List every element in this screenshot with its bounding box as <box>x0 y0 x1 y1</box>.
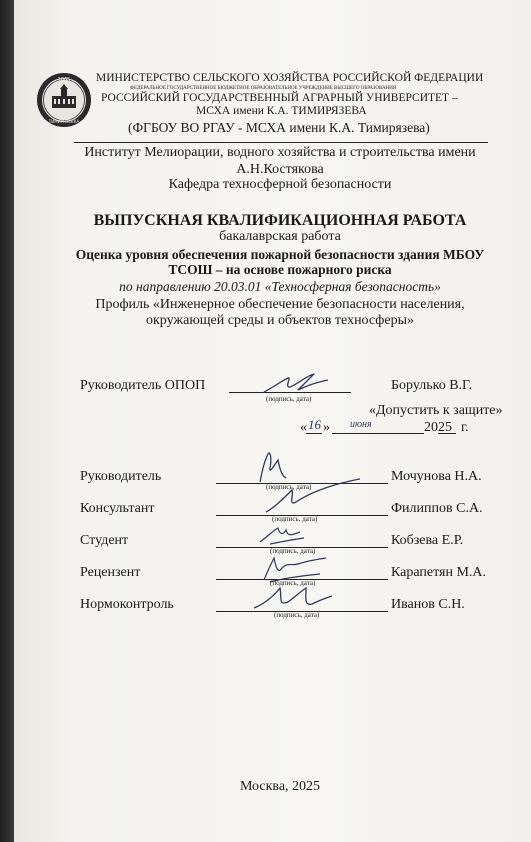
year-suffix: г. <box>461 420 469 435</box>
study-direction: по направлению 20.03.01 «Техносферная безопасность» <box>119 279 441 294</box>
signature-role: Студент <box>80 533 129 548</box>
scan-edge <box>0 0 14 842</box>
signature-mark <box>250 584 334 614</box>
date-open-quote: « <box>300 420 307 435</box>
day-underline <box>306 433 322 434</box>
profile: Профиль «Инженерное обеспечение безопасности населения, <box>95 297 465 312</box>
signature-role: Руководитель <box>80 469 162 484</box>
admission-month: июня <box>350 419 372 430</box>
ministry-name: МИНИСТЕРСТВО СЕЛЬСКОГО ХОЗЯЙСТВА РОССИЙСКОЙ ФЕДЕРАЦИИ <box>96 72 484 84</box>
signature-role: Рецензент <box>80 565 141 580</box>
signature-caption: (подпись, дата) <box>270 579 316 587</box>
program-head-name: Борулько В.Г. <box>391 378 473 393</box>
signature-role: Консультант <box>80 501 155 516</box>
profile-line2: окружающей среды и объектов техносферы» <box>146 313 414 328</box>
admission-day: 16 <box>308 417 321 432</box>
university-name-line2: МСХА имени К.А. ТИМИРЯЗЕВА <box>196 105 367 117</box>
work-type: бакалаврская работа <box>219 229 341 244</box>
signature-role: Нормоконтроль <box>80 597 174 612</box>
signature-caption: (подпись, дата) <box>274 611 320 619</box>
institute-name-line2: А.Н.Костякова <box>236 162 324 177</box>
city-year: Москва, 2025 <box>239 779 321 794</box>
work-topic: Оценка уровня обеспечения пожарной безопасности здания МБОУ <box>75 247 485 262</box>
seal-year: 1865 <box>57 77 71 83</box>
signature-mark <box>256 526 308 546</box>
signature-caption: (подпись, дата) <box>272 515 318 523</box>
work-topic-line2: ТСОШ – на основе пожарного риска <box>168 262 392 277</box>
seal-word: ТИМИРЯЗЕВКА <box>48 119 80 124</box>
header-divider <box>74 142 488 143</box>
department-name: Кафедра техносферной безопасности <box>168 177 392 192</box>
date-close-quote: » <box>323 420 330 435</box>
signature-mark <box>262 478 362 516</box>
university-seal-icon <box>36 72 92 128</box>
university-name: РОССИЙСКИЙ ГОСУДАРСТВЕННЫЙ АГРАРНЫЙ УНИВЕРСИТЕТ – <box>101 92 458 104</box>
year-underline <box>438 433 456 434</box>
admission-year: 2025 <box>424 420 452 435</box>
month-underline <box>332 433 424 434</box>
program-head-signature <box>262 370 332 396</box>
signature-name: Иванов С.Н. <box>391 597 465 612</box>
university-abbreviation: (ФГБОУ ВО РГАУ - МСХА имени К.А. Тимирязева) <box>128 120 430 135</box>
signature-name: Мочунова Н.А. <box>391 469 482 484</box>
signature-caption: (подпись, дата) <box>266 483 312 491</box>
admit-to-defense: «Допустить к защите» <box>369 403 503 418</box>
signature-name: Карапетян М.А. <box>391 565 487 580</box>
institute-name: Институт Мелиорации, водного хозяйства и строительства имени <box>84 145 476 160</box>
institution-type: ФЕДЕРАЛЬНОЕ ГОСУДАРСТВЕННОЕ БЮДЖЕТНОЕ ОБРАЗОВАТЕЛЬНОЕ УЧРЕЖДЕНИЕ ВЫСШЕГО ОБРАЗОВАНИЯ <box>130 86 397 91</box>
work-title: ВЫПУСКНАЯ КВАЛИФИКАЦИОННАЯ РАБОТА <box>93 212 467 229</box>
program-head-caption: (подпись, дата) <box>266 395 312 403</box>
program-head-label: Руководитель ОПОП <box>80 378 206 393</box>
signature-caption: (подпись, дата) <box>270 547 316 555</box>
signature-name: Филиппов С.А. <box>391 501 483 516</box>
signature-name: Кобзева Е.Р. <box>391 533 464 548</box>
